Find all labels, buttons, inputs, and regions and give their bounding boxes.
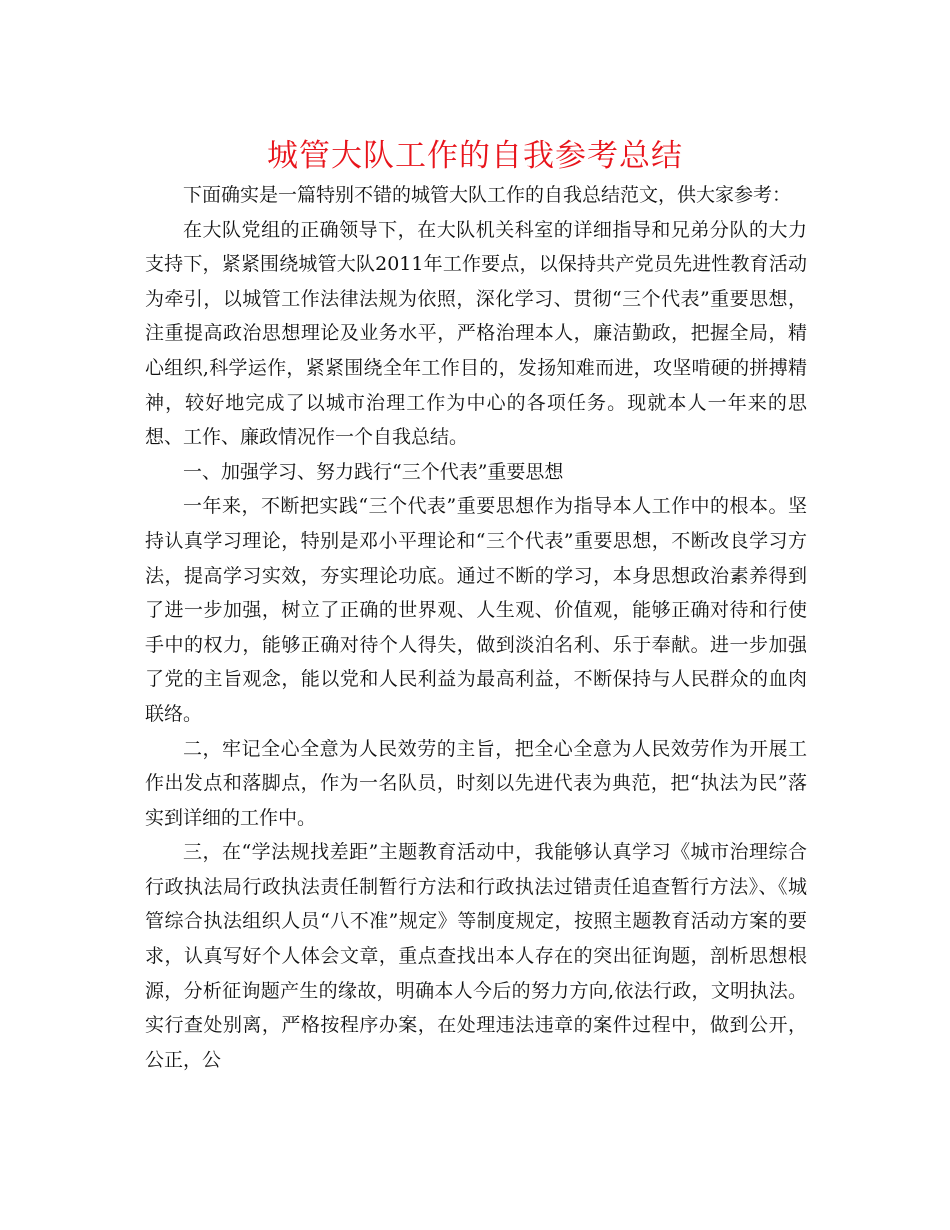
document-title: 城管大队工作的自我参考总结: [267, 138, 683, 174]
paragraph-overview: 在大队党组的正确领导下，在大队机关科室的详细指导和兄弟分队的大力支持下，紧紧围绕城管大队2011年工作要点，以保持共产党员先进性教育活动为牵引，以城管工作法律法规为依照，深化学习、贯彻“三个代表”重要思想，注重提高政治思想理论及业务水平，严格治理本人，廉洁勤政，把握全局，精心组织,科学运作，紧紧围绕全年工作目的，发扬知难而进，攻坚啃硬的拼搏精神，较好地完成了以城市治理工作为中心的各项任务。现就本人一年来的思想、工作、廉政情况作一个自我总结。: [145, 218, 807, 449]
paragraph-section-1: 一年来，不断把实践“三个代表”重要思想作为指导本人工作中的根本。坚持认真学习理论，特别是邓小平理论和“三个代表”重要思想，不断改良学习方法，提高学习实效，夯实理论功底。通过不断的学习，本身思想政治素养得到了进一步加强，树立了正确的世界观、人生观、价值观，能够正确对待和行使手中的权力，能够正确对待个人得失，做到淡泊名利、乐于奉献。进一步加强了党的主旨观念，能以党和人民利益为最高利益，不断保持与人民群众的血肉联络。: [145, 495, 807, 725]
paragraph-section-2: 二，牢记全心全意为人民效劳的主旨，把全心全意为人民效劳作为开展工作出发点和落脚点，作为一名队员，时刻以先进代表为典范，把“执法为民”落实到详细的工作中。: [145, 737, 807, 829]
document-body: [145, 178, 807, 1077]
section-heading-1: 一、加强学习、努力践行“三个代表”重要思想: [183, 460, 564, 483]
paragraph-section-3: 三，在“学法规找差距”主题教育活动中，我能够认真学习《城市治理综合行政执法局行政执法责任制暂行方法和行政执法过错责任追查暂行方法》、《城管综合执法组织人员“八不准”规定》等制度规定，按照主题教育活动方案的要求，认真写好个人体会文章，重点查找出本人存在的突出征询题，剖析思想根源，分析征询题产生的缘故，明确本人今后的努力方向,依法行政，文明执法。实行查处别离，严格按程序办案，在处理违法违章的案件过程中，做到公开，公正，公: [145, 841, 807, 1071]
paragraph-intro: 下面确实是一篇特别不错的城管大队工作的自我总结范文，供大家参考：: [183, 184, 792, 206]
